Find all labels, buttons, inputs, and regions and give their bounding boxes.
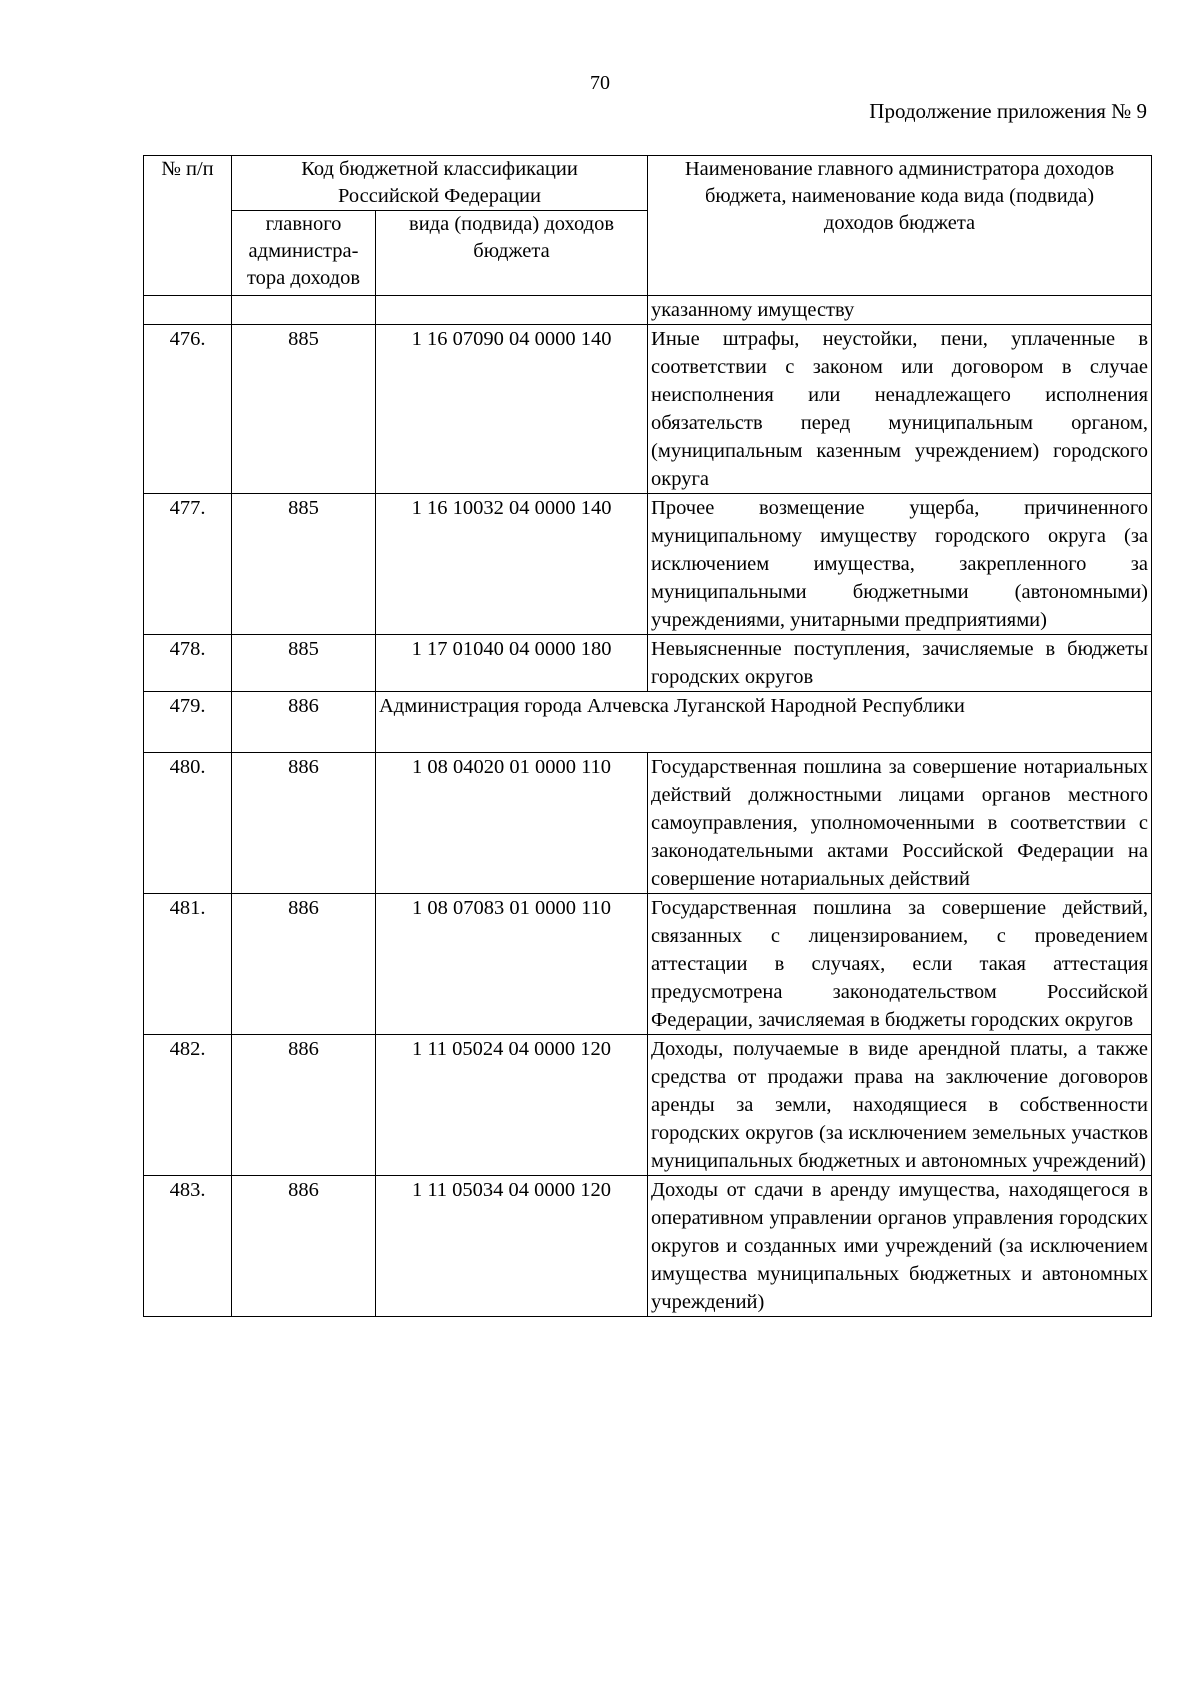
administrator-name: Администрация города Алчевска Луганской Народной Республики	[376, 692, 1152, 753]
table-row	[144, 325, 1152, 494]
row-name: Невыясненные поступления, зачисляемые в бюджеты городских округов	[648, 635, 1152, 692]
row-name: Доходы, получаемые в виде арендной платы, а также средства от продажи права на заключение договоров аренды за земли, находящиеся в собственности городских округов (за исключением земельных участков муниципальных бюджетных и автономных учреждений)	[648, 1035, 1152, 1176]
row-admin-code: 886	[232, 1176, 376, 1317]
row-num: 483.	[144, 1176, 232, 1317]
header-admin-code: главного администра-тора доходов	[232, 211, 376, 296]
table-row-administrator	[144, 692, 1152, 753]
row-admin-code: 886	[232, 692, 376, 753]
table-row	[144, 894, 1152, 1035]
row-income-code: 1 08 07083 01 0000 110	[376, 894, 648, 1035]
row-admin-code: 885	[232, 494, 376, 635]
table-row	[144, 635, 1152, 692]
row-name: Государственная пошлина за совершение действий, связанных с лицензированием, с проведением аттестации в случаях, если такая аттестация предусмотрена законодательством Российской Федерации, зачисляемая в бюджеты городских округов	[648, 894, 1152, 1035]
row-num: 479.	[144, 692, 232, 753]
row-name: Иные штрафы, неустойки, пени, уплаченные в соответствии с законом или договором в случае неисполнения или ненадлежащего исполнения обязательств перед муниципальным органом, (муниципальным казенным учреждением) городского округа	[648, 325, 1152, 494]
header-name: Наименование главного администратора доходов бюджета, наименование кода вида (подвида) доходов бюджета	[648, 156, 1152, 296]
header-num: № п/п	[144, 156, 232, 296]
row-admin-code: 885	[232, 635, 376, 692]
row-income-code: 1 08 04020 01 0000 110	[376, 753, 648, 894]
row-name-continuation: указанному имуществу	[648, 296, 1152, 325]
row-num: 477.	[144, 494, 232, 635]
row-num: 478.	[144, 635, 232, 692]
table-row-continuation	[144, 296, 1152, 325]
row-income-code: 1 11 05034 04 0000 120	[376, 1176, 648, 1317]
row-admin-code: 886	[232, 894, 376, 1035]
empty-cell	[232, 296, 376, 325]
row-admin-code: 886	[232, 753, 376, 894]
appendix-note: Продолжение приложения № 9	[869, 99, 1147, 123]
revenue-table	[143, 155, 1152, 1317]
row-num: 480.	[144, 753, 232, 894]
table-body	[144, 296, 1152, 1317]
empty-cell	[376, 296, 648, 325]
row-name: Государственная пошлина за совершение нотариальных действий должностными лицами органов местного самоуправления, уполномоченными в соответствии с законодательными актами Российской Федерации на совершение нотариальных действий	[648, 753, 1152, 894]
row-income-code: 1 17 01040 04 0000 180	[376, 635, 648, 692]
row-admin-code: 885	[232, 325, 376, 494]
empty-cell	[144, 296, 232, 325]
row-name: Прочее возмещение ущерба, причиненного муниципальному имуществу городского округа (за исключением имущества, закрепленного за муниципальными бюджетными (автономными) учреждениями, унитарными предприятиями)	[648, 494, 1152, 635]
row-name: Доходы от сдачи в аренду имущества, находящегося в оперативном управлении органов управления городских округов и созданных ими учреждений (за исключением имущества муниципальных бюджетных и автономных учреждений)	[648, 1176, 1152, 1317]
row-num: 481.	[144, 894, 232, 1035]
table-row	[144, 1176, 1152, 1317]
row-income-code: 1 16 10032 04 0000 140	[376, 494, 648, 635]
table-row	[144, 1035, 1152, 1176]
row-admin-code: 886	[232, 1035, 376, 1176]
row-num: 482.	[144, 1035, 232, 1176]
page-number: 70	[590, 72, 610, 94]
row-num: 476.	[144, 325, 232, 494]
table-row	[144, 753, 1152, 894]
header-kbk: Код бюджетной классификации Российской Федерации	[232, 156, 648, 211]
table-header	[144, 156, 1152, 296]
row-income-code: 1 11 05024 04 0000 120	[376, 1035, 648, 1176]
row-income-code: 1 16 07090 04 0000 140	[376, 325, 648, 494]
header-income-code: вида (подвида) доходов бюджета	[376, 211, 648, 296]
table-row	[144, 494, 1152, 635]
